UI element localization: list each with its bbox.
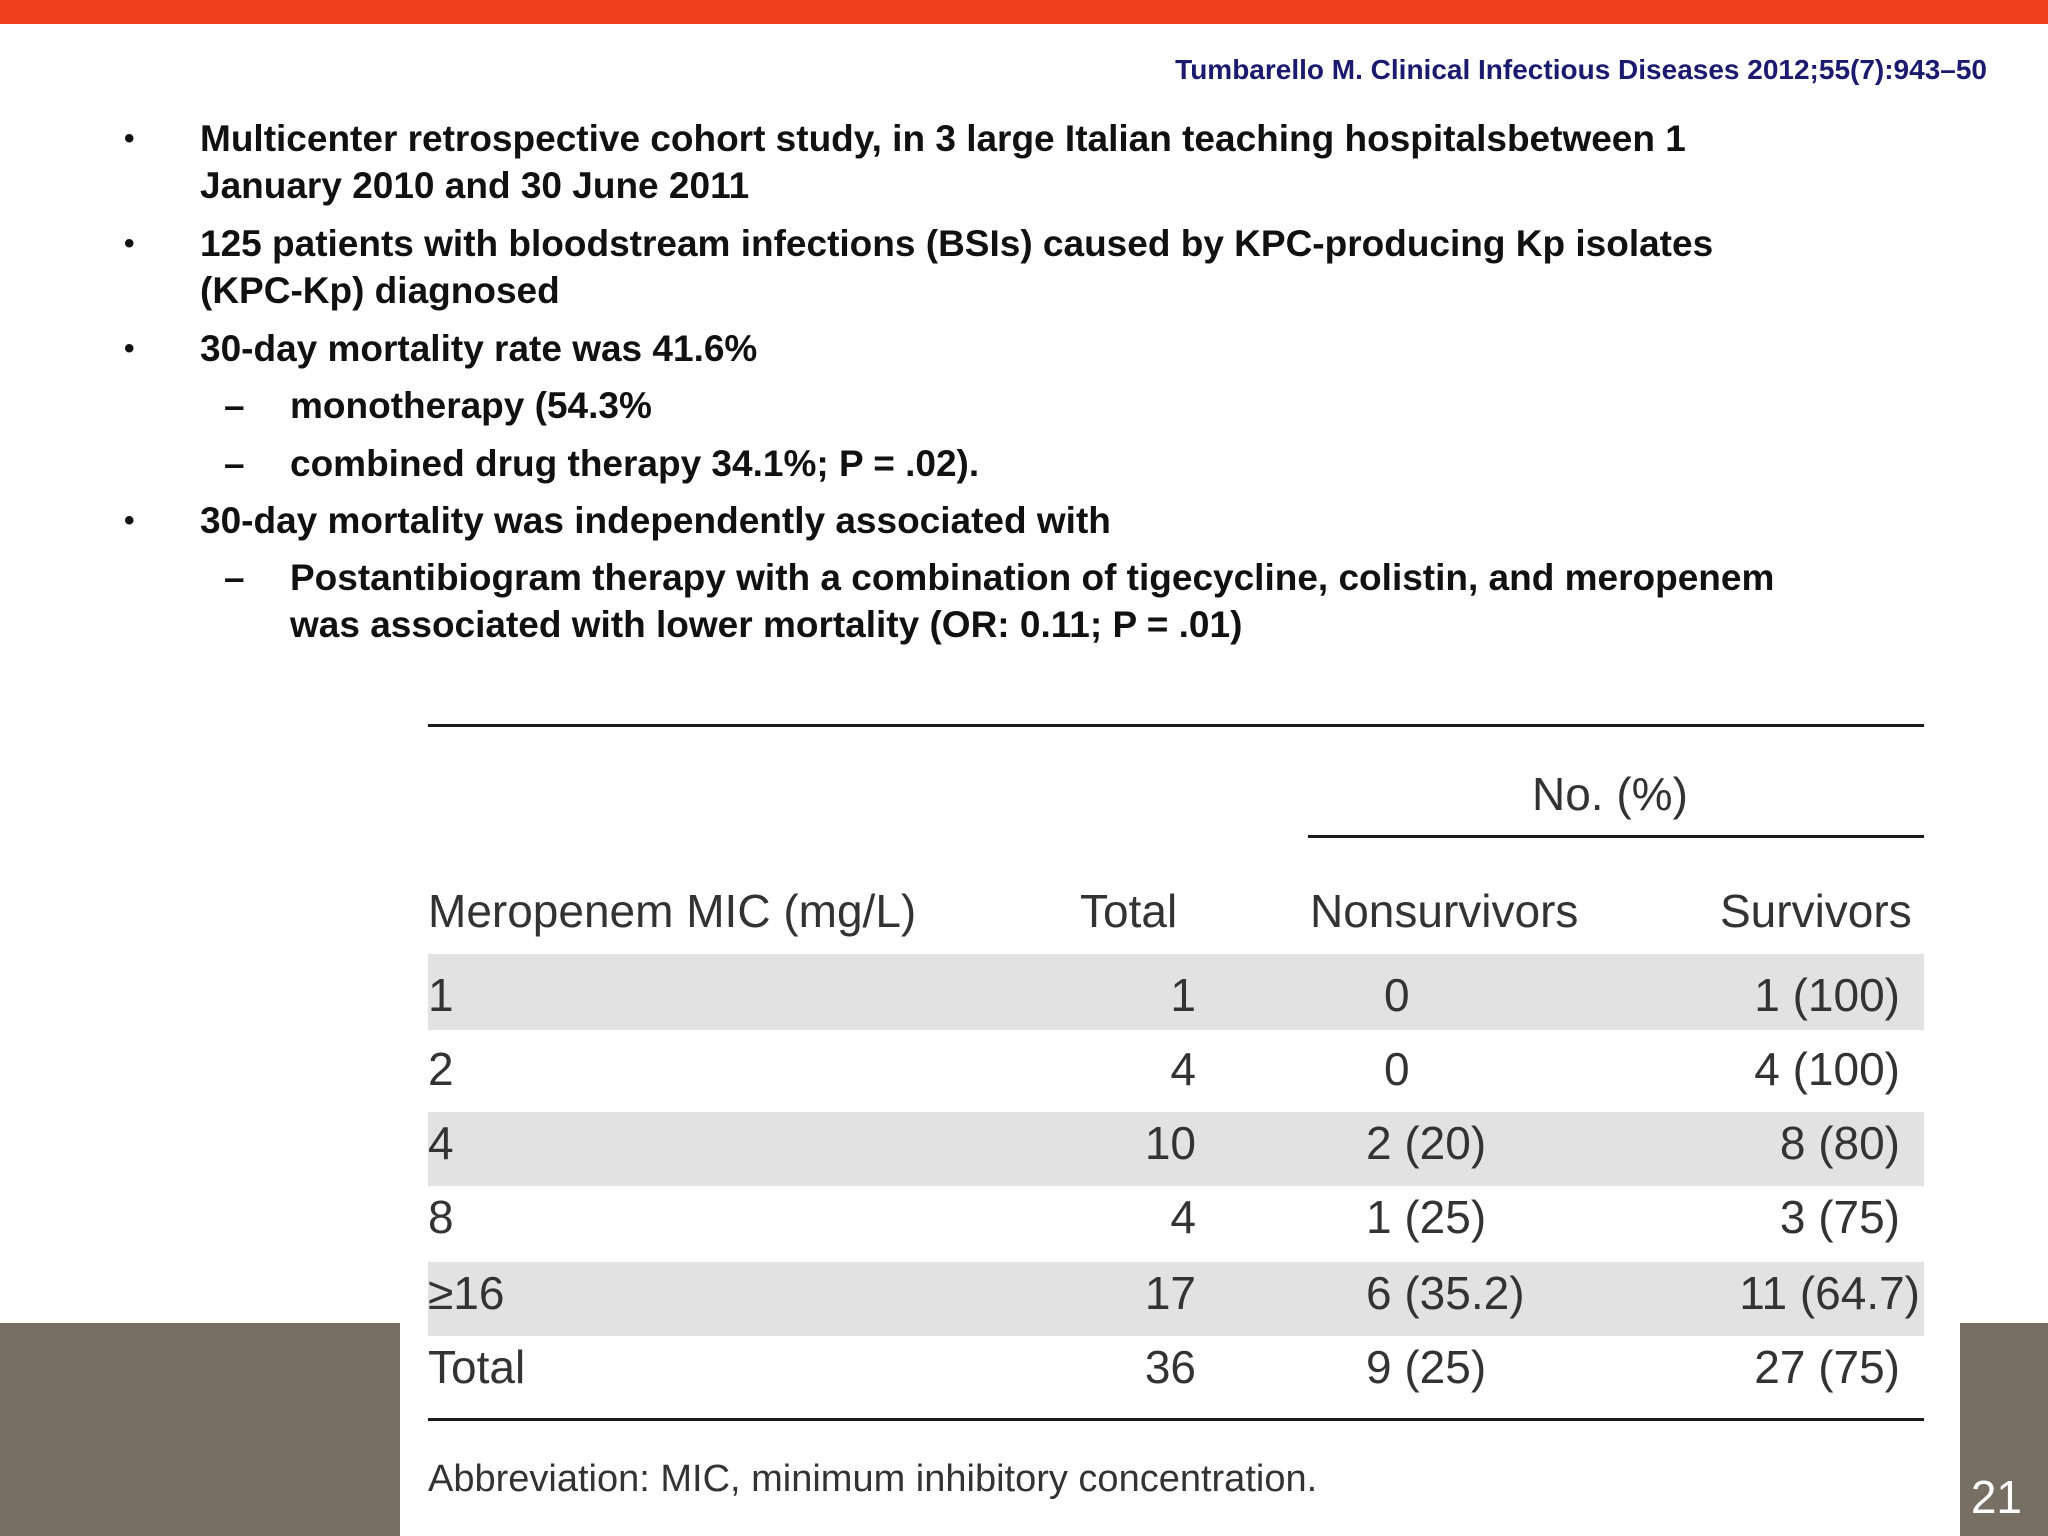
cell-survivors: 4 (100) bbox=[1754, 1043, 1900, 1095]
cell-mic: 8 bbox=[428, 1191, 454, 1243]
bullet-text: 30-day mortality was independently associated with bbox=[200, 500, 1111, 541]
cell-total: 17 bbox=[1144, 1267, 1196, 1319]
table-top-rule bbox=[428, 724, 1924, 727]
cell-survivors: 3 (75) bbox=[1779, 1191, 1900, 1243]
cell-total: 4 bbox=[1170, 1191, 1196, 1243]
group-header: No. (%) bbox=[1532, 768, 1688, 820]
cell-survivors: 1 (100) bbox=[1754, 969, 1900, 1021]
sub-bullet-text: Postantibiogram therapy with a combination of tigecycline, colistin, and meropenem bbox=[290, 557, 1775, 598]
table-footnote: Abbreviation: MIC, minimum inhibitory concentration. bbox=[428, 1458, 1318, 1500]
table-bottom-rule bbox=[428, 1418, 1924, 1421]
cell-nonsurvivors: 0 bbox=[1384, 1043, 1410, 1095]
top-accent-bar bbox=[0, 0, 2048, 24]
cell-mic: 1 bbox=[428, 969, 454, 1021]
sub-bullet-text: monotherapy (54.3% bbox=[290, 385, 652, 426]
cell-survivors: 8 (80) bbox=[1779, 1117, 1900, 1169]
cell-total: 36 bbox=[1144, 1341, 1196, 1393]
cell-nonsurvivors: 1 (25) bbox=[1366, 1191, 1487, 1243]
sub-bullet-text: combined drug therapy 34.1%; P = .02). bbox=[290, 443, 980, 484]
cell-mic: 4 bbox=[428, 1117, 454, 1169]
cell-nonsurvivors: 9 (25) bbox=[1366, 1341, 1487, 1393]
cell-mic: ≥16 bbox=[428, 1267, 505, 1319]
bullet-text: January 2010 and 30 June 2011 bbox=[200, 165, 750, 206]
bullet-marker: • bbox=[124, 332, 135, 365]
col-header-total: Total bbox=[1080, 885, 1178, 937]
slide-number: 21 bbox=[1970, 1471, 2022, 1523]
col-header-survivors: Survivors bbox=[1720, 885, 1912, 937]
sub-bullet-marker: – bbox=[224, 443, 245, 484]
sub-bullet-text: was associated with lower mortality (OR: 0.11; P = .01) bbox=[290, 604, 1243, 645]
cell-total: 1 bbox=[1170, 969, 1196, 1021]
bullet-text: (KPC-Kp) diagnosed bbox=[200, 270, 560, 311]
cell-mic: 2 bbox=[428, 1043, 454, 1095]
bullet-marker: • bbox=[124, 504, 135, 537]
mortality-table bbox=[400, 690, 1960, 1536]
cell-total: 4 bbox=[1170, 1043, 1196, 1095]
bullet-marker: • bbox=[124, 227, 135, 260]
col-header-nonsurvivors: Nonsurvivors bbox=[1310, 885, 1579, 937]
group-header-rule bbox=[1308, 835, 1924, 838]
col-header-mic: Meropenem MIC (mg/L) bbox=[428, 885, 917, 937]
sub-bullet-marker: – bbox=[224, 385, 245, 426]
citation: Tumbarello M. Clinical Infectious Diseases 2012;55(7):943–50 bbox=[1175, 54, 1987, 85]
cell-nonsurvivors: 2 (20) bbox=[1366, 1117, 1487, 1169]
bullet-text: Multicenter retrospective cohort study, in 3 large Italian teaching hospitalsbetween 1 bbox=[200, 118, 1686, 159]
bullet-text: 30-day mortality rate was 41.6% bbox=[200, 328, 758, 369]
cell-nonsurvivors: 0 bbox=[1384, 969, 1410, 1021]
cell-survivors: 27 (75) bbox=[1754, 1341, 1900, 1393]
bullet-marker: • bbox=[124, 122, 135, 155]
cell-nonsurvivors: 6 (35.2) bbox=[1366, 1267, 1525, 1319]
sub-bullet-marker: – bbox=[224, 557, 245, 598]
cell-total: 10 bbox=[1144, 1117, 1196, 1169]
bullet-text: 125 patients with bloodstream infections (BSIs) caused by KPC-producing Kp isolates bbox=[200, 223, 1714, 264]
cell-survivors: 11 (64.7) bbox=[1739, 1267, 1920, 1319]
cell-mic: Total bbox=[428, 1341, 526, 1393]
